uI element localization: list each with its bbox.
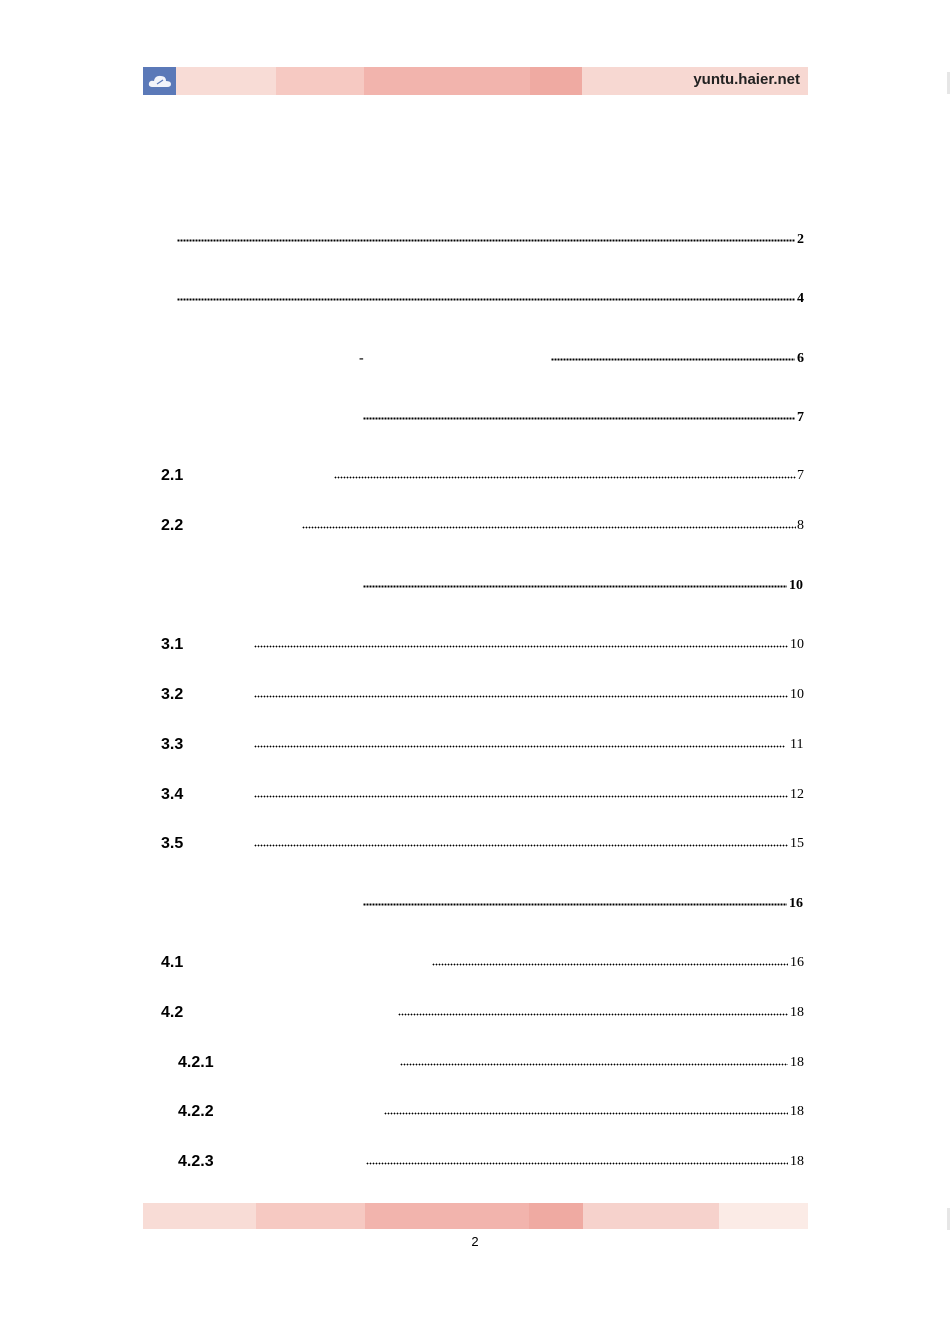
toc-leader	[398, 1013, 788, 1016]
toc-leader	[254, 795, 788, 798]
toc-leader	[363, 417, 795, 420]
toc-leader	[400, 1063, 788, 1066]
toc-leader	[177, 239, 795, 242]
toc-leader	[363, 585, 787, 588]
toc-number: 4.1	[161, 954, 184, 971]
toc-page: 15	[790, 836, 804, 851]
toc-entry[interactable]	[0, 289, 950, 311]
toc-page: 7	[797, 468, 804, 483]
toc-entry[interactable]	[0, 953, 950, 975]
toc-page: 8	[797, 518, 804, 533]
toc-entry[interactable]	[0, 1152, 950, 1174]
toc-dash: -	[359, 351, 364, 366]
toc-number: 4.2.2	[178, 1103, 214, 1120]
toc-leader	[254, 745, 785, 748]
toc-entry[interactable]	[0, 349, 950, 371]
toc-page: 12	[790, 787, 804, 802]
toc-number: 2.1	[161, 467, 184, 484]
toc-number: 4.2.3	[178, 1153, 214, 1170]
header-band	[143, 67, 808, 95]
toc-page: 10	[789, 578, 803, 593]
toc-number: 3.1	[161, 636, 184, 653]
toc-page: 18	[790, 1005, 804, 1020]
toc-page: 4	[797, 291, 804, 306]
footer-band	[143, 1203, 808, 1229]
toc-entry[interactable]	[0, 576, 950, 598]
toc-entry[interactable]	[0, 834, 950, 856]
toc-entry[interactable]	[0, 1102, 950, 1124]
toc-number: 3.5	[161, 835, 184, 852]
toc-leader	[302, 526, 796, 529]
toc-leader	[334, 476, 796, 479]
toc-entry[interactable]	[0, 408, 950, 430]
toc-page: 18	[790, 1104, 804, 1119]
toc-page: 2	[797, 232, 804, 247]
toc-leader	[551, 358, 795, 361]
toc-page: 18	[790, 1055, 804, 1070]
toc-entry[interactable]	[0, 1003, 950, 1025]
toc-leader	[254, 844, 788, 847]
toc-entry[interactable]	[0, 635, 950, 657]
toc-leader	[254, 695, 788, 698]
toc-leader	[177, 298, 795, 301]
toc-page: 18	[790, 1154, 804, 1169]
toc-page: 11	[790, 737, 804, 752]
toc-entry[interactable]	[0, 1053, 950, 1075]
toc-leader	[254, 645, 788, 648]
toc-leader	[384, 1112, 788, 1115]
toc-number: 4.2.1	[178, 1054, 214, 1071]
toc-page: 6	[797, 351, 804, 366]
toc-entry[interactable]	[0, 894, 950, 916]
toc-page: 10	[790, 687, 804, 702]
toc-number: 3.3	[161, 736, 184, 753]
toc-number: 2.2	[161, 517, 184, 534]
toc-entry[interactable]	[0, 516, 950, 538]
toc-leader	[366, 1162, 788, 1165]
toc-entry[interactable]	[0, 230, 950, 252]
toc-number: 4.2	[161, 1004, 184, 1021]
toc-entry[interactable]	[0, 785, 950, 807]
cloud-icon	[143, 67, 176, 95]
toc-page: 16	[789, 896, 803, 911]
toc-leader	[363, 903, 787, 906]
toc-leader	[432, 963, 788, 966]
site-url: yuntu.haier.net	[693, 71, 800, 88]
toc-entry[interactable]	[0, 466, 950, 488]
toc-page: 16	[790, 955, 804, 970]
toc-page: 10	[790, 637, 804, 652]
toc-entry[interactable]	[0, 685, 950, 707]
page-number: 2	[471, 1234, 479, 1249]
toc-number: 3.2	[161, 686, 184, 703]
toc-number: 3.4	[161, 786, 184, 803]
toc-page: 7	[797, 410, 804, 425]
toc-entry[interactable]	[0, 735, 950, 757]
